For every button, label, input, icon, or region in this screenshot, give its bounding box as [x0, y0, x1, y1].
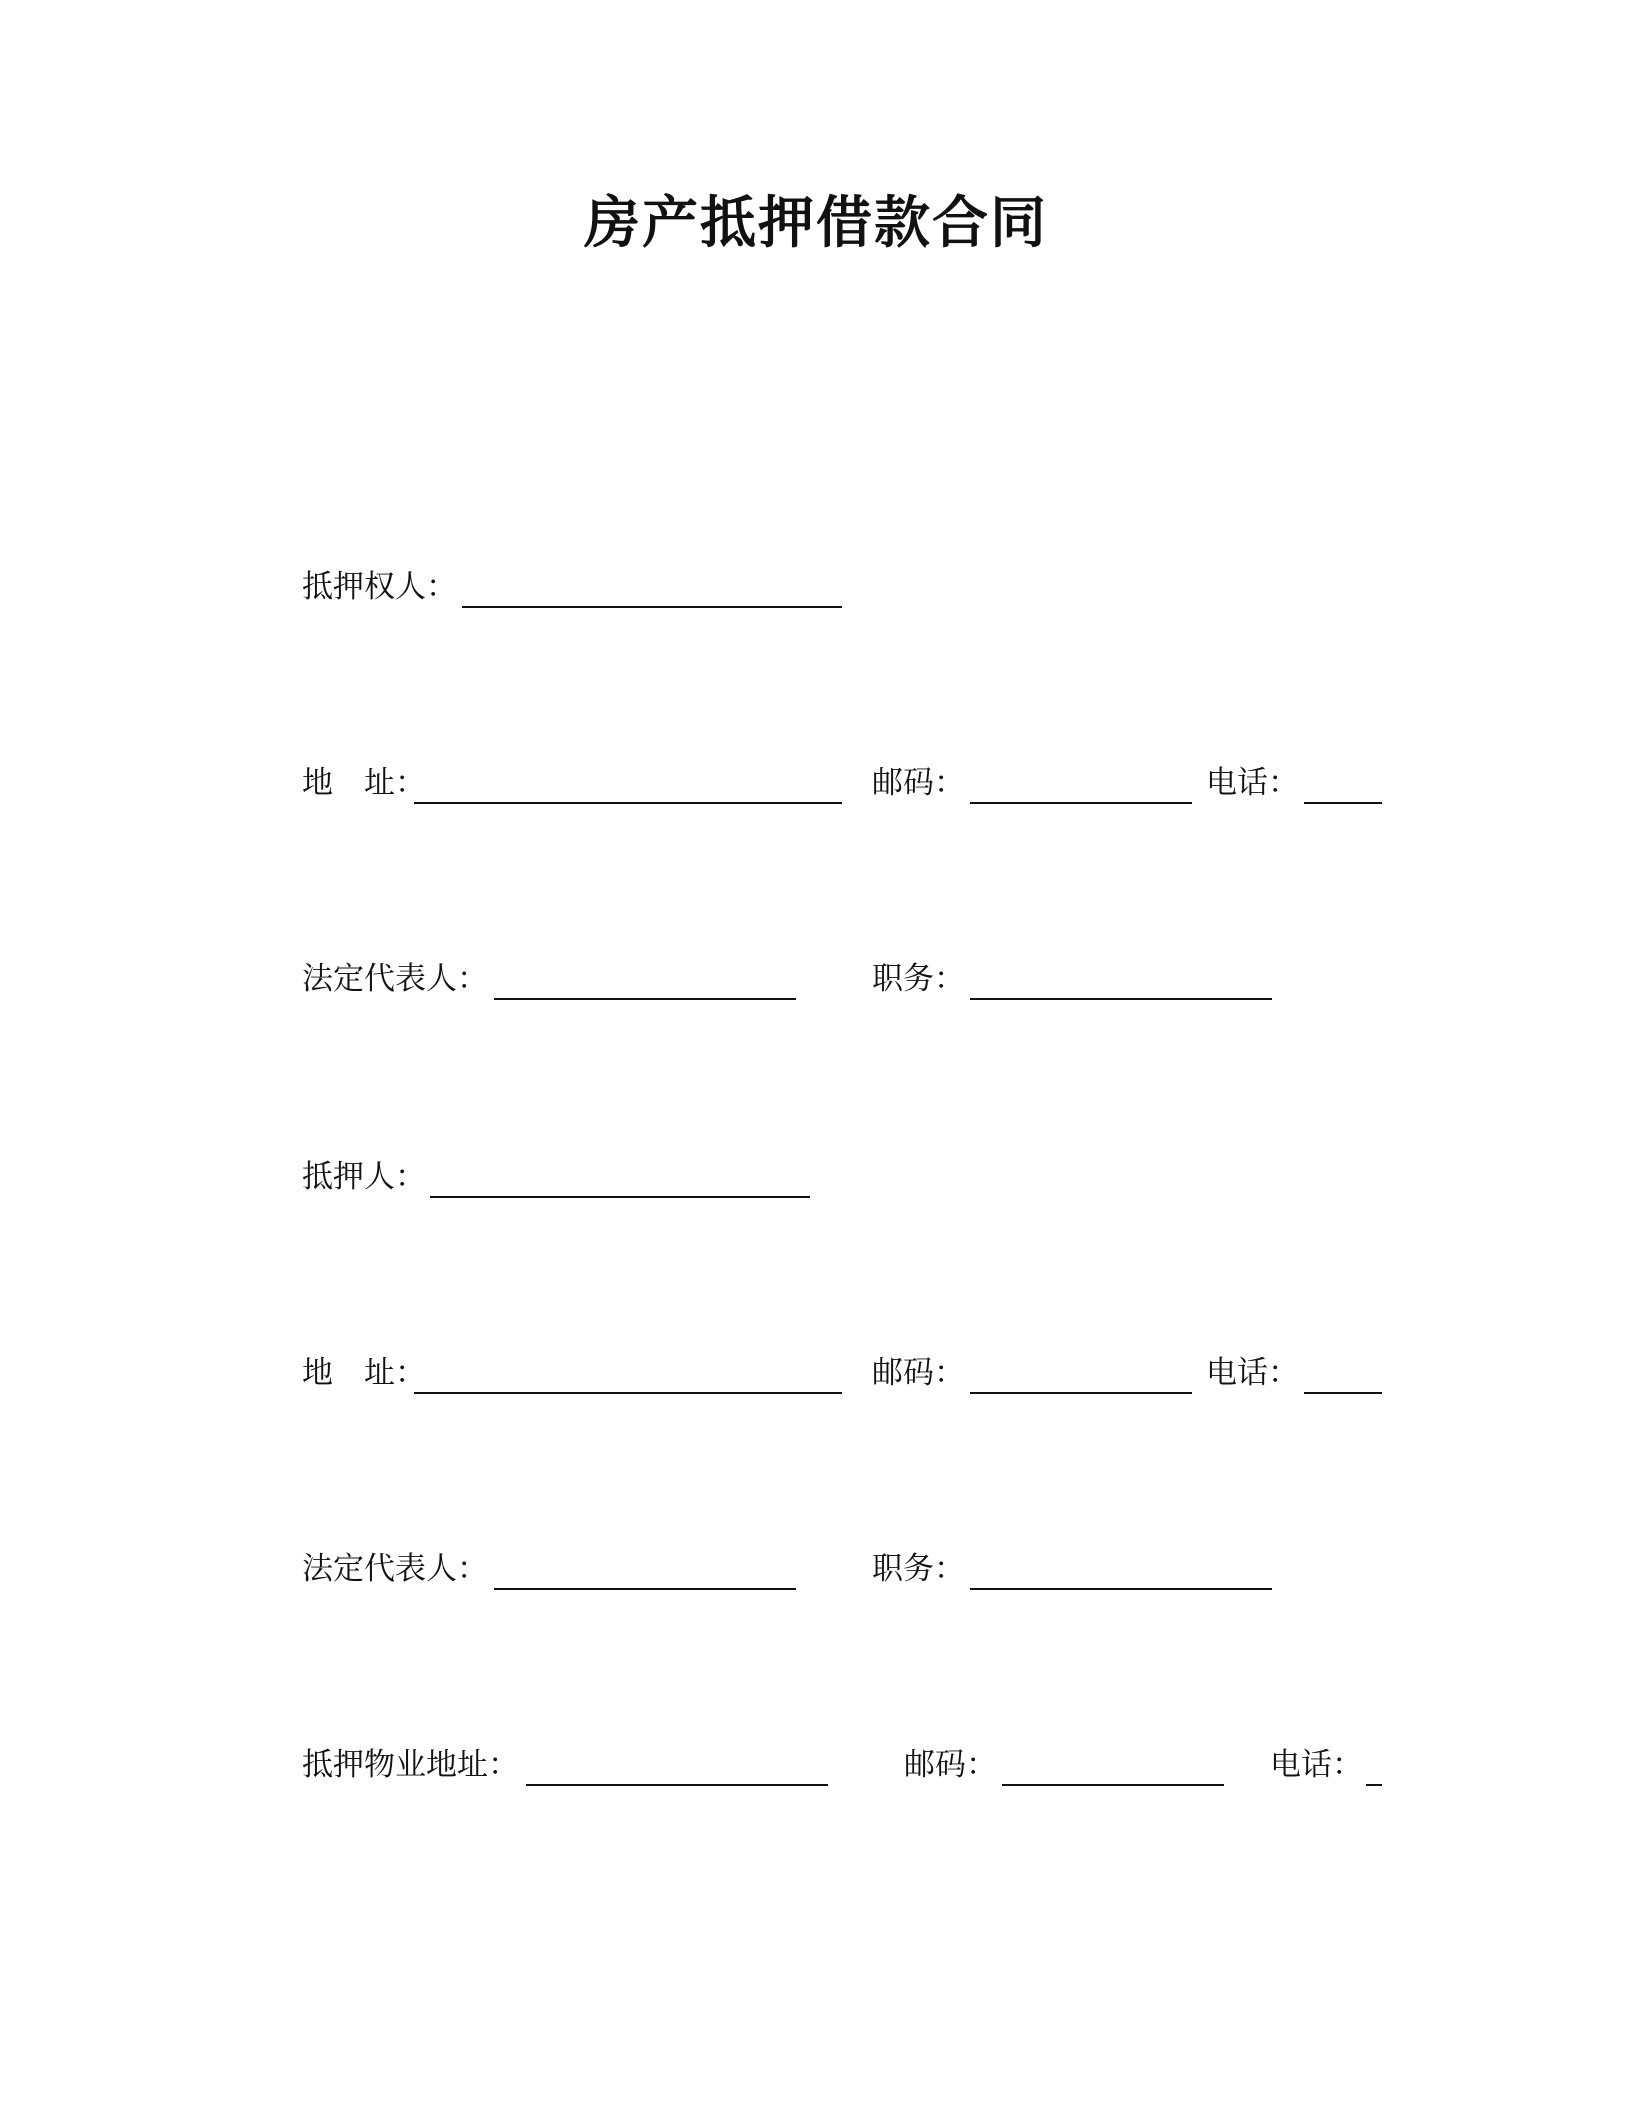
mortgagor-address-field[interactable]	[414, 1392, 842, 1394]
property-phone-label: 电话：	[1270, 1747, 1363, 1783]
mortgagor-position-field[interactable]	[970, 1588, 1272, 1590]
mortgagee-position-label: 职务：	[872, 961, 965, 997]
mortgagee-address-label: 地 址：	[302, 765, 426, 801]
mortgagor-rep-label: 法定代表人：	[302, 1551, 488, 1587]
mortgagor-field[interactable]	[430, 1196, 810, 1198]
property-postcode-field[interactable]	[1002, 1784, 1224, 1786]
mortgagee-field[interactable]	[462, 606, 842, 608]
mortgagor-address-label: 地 址：	[302, 1355, 426, 1391]
mortgagor-rep-field[interactable]	[494, 1588, 796, 1590]
mortgagor-position-label: 职务：	[872, 1551, 965, 1587]
mortgagor-label: 抵押人：	[302, 1159, 426, 1195]
document-title: 房产抵押借款合同	[584, 191, 1048, 256]
mortgagor-phone-label: 电话：	[1206, 1355, 1299, 1391]
mortgagor-postcode-label: 邮码：	[872, 1355, 965, 1391]
mortgagor-postcode-field[interactable]	[970, 1392, 1192, 1394]
mortgagee-position-field[interactable]	[970, 998, 1272, 1000]
mortgagee-address-field[interactable]	[414, 802, 842, 804]
mortgagee-label: 抵押权人：	[302, 569, 457, 605]
property-address-label: 抵押物业地址：	[302, 1747, 519, 1783]
property-postcode-label: 邮码：	[904, 1747, 997, 1783]
mortgagee-phone-field[interactable]	[1304, 802, 1382, 804]
mortgagor-phone-field[interactable]	[1304, 1392, 1382, 1394]
mortgagee-rep-label: 法定代表人：	[302, 961, 488, 997]
mortgagee-rep-field[interactable]	[494, 998, 796, 1000]
mortgagee-postcode-field[interactable]	[970, 802, 1192, 804]
mortgagee-postcode-label: 邮码：	[872, 765, 965, 801]
mortgagee-phone-label: 电话：	[1206, 765, 1299, 801]
property-phone-field[interactable]	[1366, 1784, 1382, 1786]
property-address-field[interactable]	[526, 1784, 828, 1786]
